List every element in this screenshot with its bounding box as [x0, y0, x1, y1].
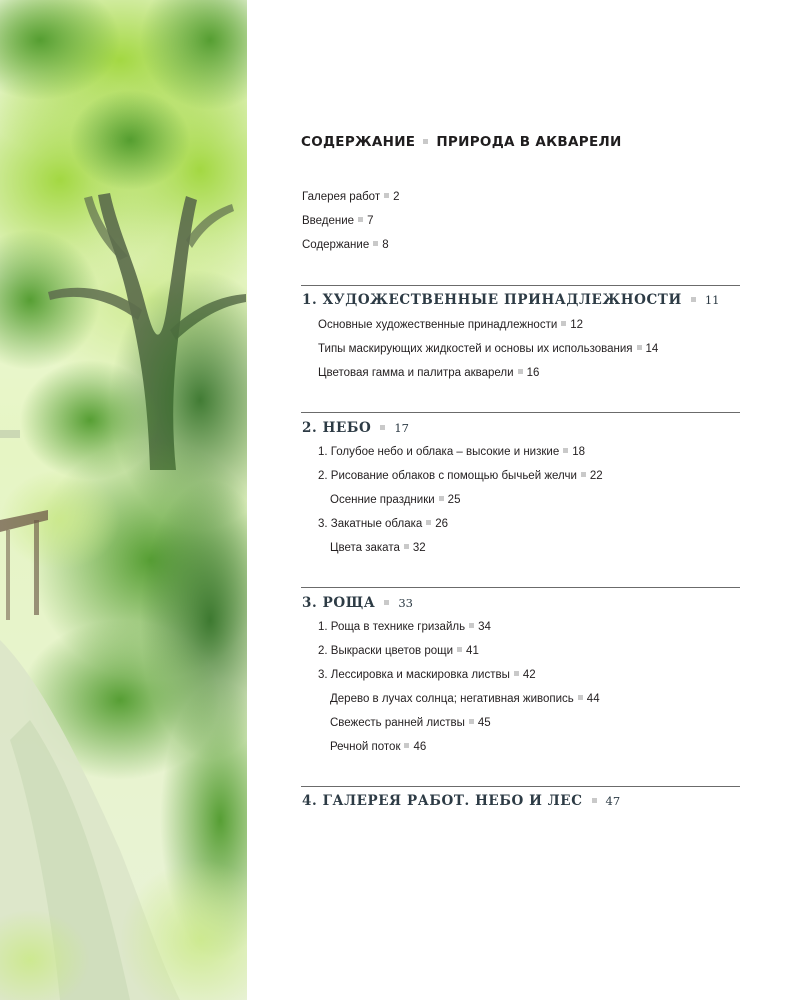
- chapter-page: 17: [394, 421, 409, 435]
- toc-entry-label: 2. Выкраски цветов рощи: [318, 645, 454, 657]
- toc-entry-label: 1. Роща в технике гризайль: [318, 621, 466, 633]
- watercolor-forest-illustration: [0, 0, 247, 1000]
- toc-entry-label: Типы маскирующих жидкостей и основы их использования: [318, 343, 633, 355]
- section-divider: [301, 412, 740, 413]
- toc-entry-page: 7: [367, 215, 374, 227]
- toc-entry-label: 1. Голубое небо и облака – высокие и низкие: [318, 446, 560, 458]
- square-bullet-icon: [637, 345, 642, 350]
- chapter-title: 3. РОЩА: [302, 595, 376, 611]
- toc-entry-page: 14: [645, 343, 659, 355]
- square-bullet-icon: [563, 448, 568, 453]
- toc-entry: [330, 542, 426, 554]
- section-divider: [301, 285, 740, 286]
- square-bullet-icon: [380, 425, 385, 430]
- section-divider: [301, 786, 740, 787]
- toc-entry-page: 22: [589, 470, 603, 482]
- section-divider: [301, 587, 740, 588]
- square-bullet-icon: [423, 139, 428, 144]
- square-bullet-icon: [457, 647, 462, 652]
- toc-entry: [318, 446, 585, 458]
- toc-entry: [330, 494, 460, 506]
- toc-entry-label: 2. Рисование облаков с помощью бычьей желчи: [318, 470, 577, 482]
- toc-entry: [318, 367, 539, 379]
- toc-entry-page: 32: [412, 542, 426, 554]
- chapter-title: 1. ХУДОЖЕСТВЕННЫЕ ПРИНАДЛЕЖНОСТИ: [302, 292, 682, 308]
- toc-entry-label: Цветовая гамма и палитра акварели: [318, 367, 514, 379]
- toc-entry: [318, 518, 448, 530]
- forest-painting: [0, 0, 247, 1000]
- toc-entry-page: 2: [393, 191, 400, 203]
- toc-entry: [318, 645, 479, 657]
- square-bullet-icon: [514, 671, 519, 676]
- toc-entry-page: 44: [586, 693, 600, 705]
- toc-entry-page: 12: [570, 319, 584, 331]
- toc-entry-label: Осенние праздники: [330, 494, 435, 506]
- toc-entry: [330, 693, 600, 705]
- toc-entry-page: 18: [572, 446, 586, 458]
- header-book-title: ПРИРОДА В АКВАРЕЛИ: [436, 134, 622, 150]
- toc-entry-page: 25: [447, 494, 461, 506]
- chapter-heading: [302, 595, 413, 611]
- toc-entry: [330, 717, 491, 729]
- square-bullet-icon: [358, 217, 363, 222]
- toc-entry: [302, 191, 400, 203]
- toc-entry-label: Свежесть ранней листвы: [330, 717, 465, 729]
- square-bullet-icon: [691, 297, 696, 302]
- chapter-page: 33: [398, 596, 413, 610]
- table-of-contents: [301, 0, 741, 1000]
- toc-entry-page: 42: [522, 669, 536, 681]
- toc-entry-label: Галерея работ: [302, 191, 381, 203]
- chapter-title: 2. НЕБО: [302, 420, 372, 436]
- toc-entry: [318, 343, 658, 355]
- toc-entry-label: Содержание: [302, 239, 370, 251]
- square-bullet-icon: [578, 695, 583, 700]
- toc-entry-page: 46: [413, 741, 427, 753]
- toc-entry-page: 41: [466, 645, 479, 657]
- toc-entry-page: 8: [382, 239, 389, 251]
- square-bullet-icon: [384, 600, 389, 605]
- chapter-page: 11: [704, 293, 720, 307]
- toc-entry: [330, 741, 426, 753]
- toc-entry: [302, 215, 373, 227]
- toc-entry-label: 3. Лессировка и маскировка листвы: [318, 669, 510, 681]
- square-bullet-icon: [404, 743, 409, 748]
- chapter-page: 47: [605, 794, 621, 808]
- chapter-heading: [302, 793, 620, 809]
- toc-entry-label: Дерево в лучах солнца; негативная живопись: [330, 693, 574, 705]
- square-bullet-icon: [384, 193, 389, 198]
- square-bullet-icon: [469, 623, 474, 628]
- square-bullet-icon: [439, 496, 444, 501]
- chapter-heading: [302, 292, 719, 308]
- square-bullet-icon: [581, 472, 586, 477]
- square-bullet-icon: [426, 520, 431, 525]
- page-header: [301, 134, 622, 150]
- toc-entry: [318, 319, 583, 331]
- toc-entry: [302, 239, 389, 251]
- square-bullet-icon: [592, 798, 597, 803]
- toc-entry-page: 16: [526, 367, 540, 379]
- square-bullet-icon: [518, 369, 523, 374]
- toc-entry: [318, 669, 536, 681]
- toc-entry-page: 26: [435, 518, 449, 530]
- toc-entry-label: Речной поток: [330, 741, 401, 753]
- toc-entry-label: Основные художественные принадлежности: [318, 319, 558, 331]
- header-contents-label: СОДЕРЖАНИЕ: [301, 134, 416, 150]
- square-bullet-icon: [404, 544, 409, 549]
- square-bullet-icon: [469, 719, 474, 724]
- toc-entry-page: 34: [478, 621, 491, 633]
- square-bullet-icon: [561, 321, 566, 326]
- square-bullet-icon: [373, 241, 378, 246]
- chapter-title: 4. ГАЛЕРЕЯ РАБОТ. НЕБО И ЛЕС: [302, 793, 583, 809]
- toc-entry-page: 45: [477, 717, 491, 729]
- toc-entry-label: 3. Закатные облака: [318, 518, 423, 530]
- chapter-heading: [302, 420, 409, 436]
- toc-entry-label: Введение: [302, 215, 355, 227]
- toc-entry-label: Цвета заката: [330, 542, 400, 554]
- toc-entry: [318, 470, 603, 482]
- toc-entry: [318, 621, 491, 633]
